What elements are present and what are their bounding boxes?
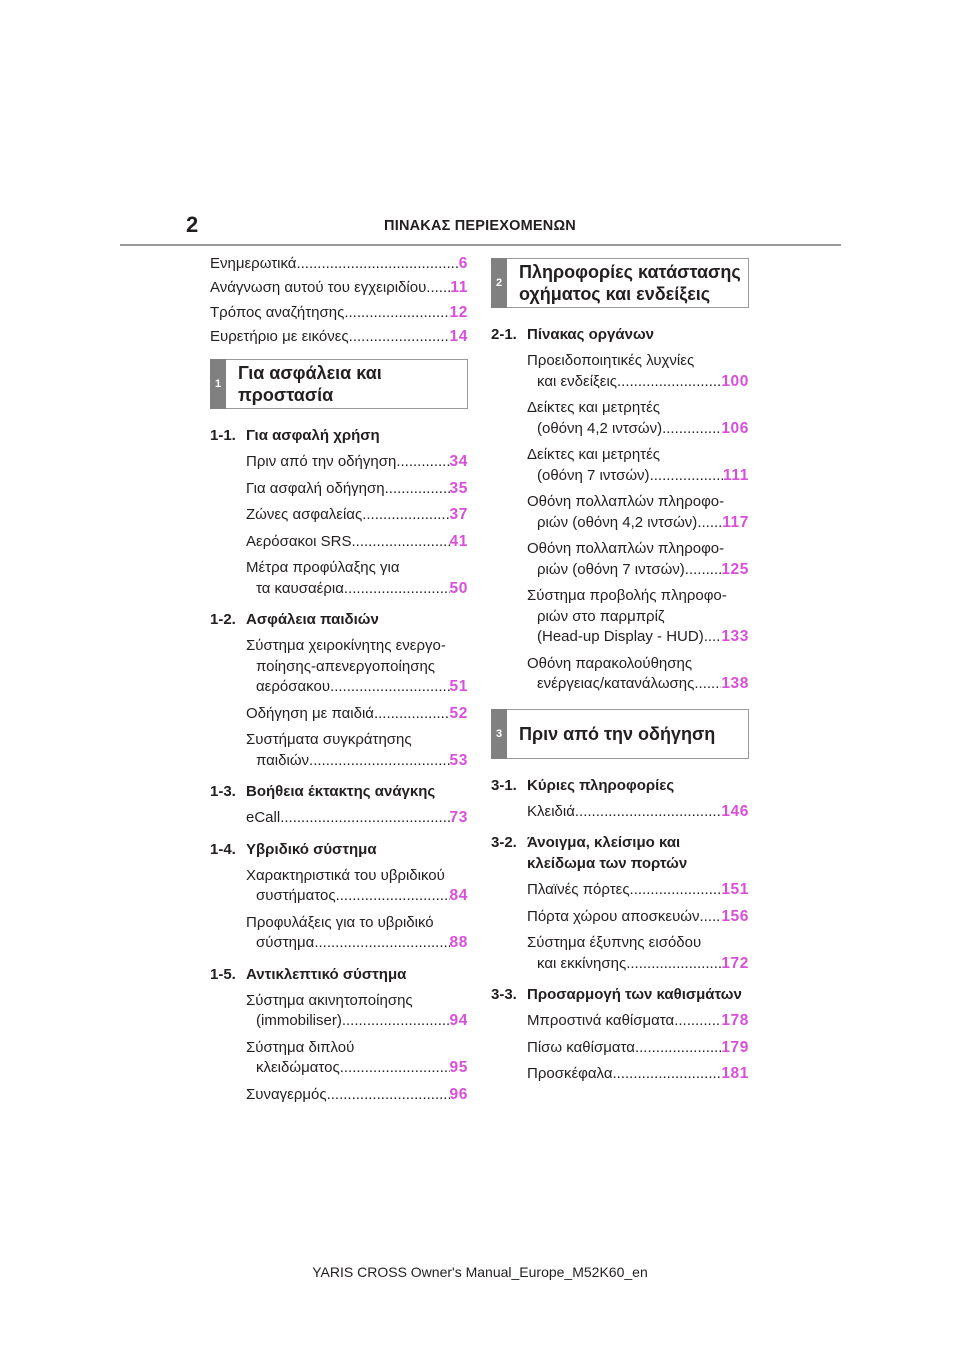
dot-leader xyxy=(697,513,722,534)
page-link[interactable]: 95 xyxy=(449,1059,468,1077)
dot-leader xyxy=(650,466,723,487)
section-title: Υβριδικό σύστημα xyxy=(246,840,377,858)
chapter-title xyxy=(519,710,742,758)
section-title: Βοήθεια έκτακτης ανάγκης xyxy=(246,783,436,801)
page-title: ΠΙΝΑΚΑΣ ΠΕΡΙΕΧΟΜΕΝΩΝ xyxy=(384,218,576,234)
toc-entry[interactable] xyxy=(210,327,468,348)
toc-entry[interactable] xyxy=(210,704,468,725)
section-title: Για ασφαλή χρήση xyxy=(246,427,380,445)
toc-entry[interactable] xyxy=(210,1085,468,1106)
right-column xyxy=(491,258,749,1091)
chapter-title xyxy=(519,259,742,307)
toc-label: Συστήματα συγκράτησης xyxy=(246,731,412,749)
toc-label: (οθόνη 4,2 ιντσών) xyxy=(537,419,663,437)
toc-entry[interactable] xyxy=(491,445,749,486)
section-number: 1-2. xyxy=(210,611,236,629)
chapter-title xyxy=(238,360,461,408)
section-number: 1-4. xyxy=(210,840,236,858)
toc-entry[interactable] xyxy=(210,866,468,907)
section-heading[interactable] xyxy=(210,839,468,860)
toc-label: παιδιών xyxy=(256,751,310,769)
page-link[interactable]: 11 xyxy=(450,279,468,297)
toc-label: Σύστημα έξυπνης εισόδου xyxy=(527,934,702,951)
toc-label: τα καυσαέρια xyxy=(256,579,344,597)
toc-label: Πριν από την οδήγηση xyxy=(246,453,397,471)
toc-label: συστήματος xyxy=(256,887,336,905)
page-link[interactable]: 35 xyxy=(449,479,468,497)
section-title xyxy=(527,832,687,874)
toc-label: και εκκίνησης xyxy=(537,954,627,972)
section-number: 3-2. xyxy=(491,834,517,851)
toc-label: Σύστημα χειροκίνητης ενεργο- xyxy=(246,637,446,655)
page-link[interactable]: 111 xyxy=(723,466,749,484)
toc-label: Τρόπος αναζήτησης xyxy=(210,303,345,321)
dot-leader xyxy=(613,1064,722,1085)
header-divider xyxy=(120,244,841,246)
page-link[interactable]: 117 xyxy=(722,513,749,531)
section-number: 1-3. xyxy=(210,783,236,801)
chapter-title-line: προστασία xyxy=(238,385,334,406)
chapter-tab: 1 xyxy=(210,359,226,409)
chapter-title-line: οχήματος και ενδείξεις xyxy=(519,284,711,304)
page-link[interactable]: 37 xyxy=(449,506,468,524)
toc-entry[interactable] xyxy=(210,532,468,553)
toc-entry[interactable] xyxy=(491,1038,749,1059)
toc-entry[interactable] xyxy=(210,303,468,324)
page-link[interactable]: 138 xyxy=(721,675,749,692)
toc-label: Μέτρα προφύλαξης για xyxy=(246,559,400,577)
toc-label: ενέργειας/κατανάλωσης xyxy=(537,675,695,692)
chapter-box-1[interactable] xyxy=(210,359,468,409)
toc-label: σύστημα xyxy=(256,934,315,952)
page-number: 2 xyxy=(186,212,199,237)
chapter-tab: 3 xyxy=(491,709,507,759)
dot-leader xyxy=(309,751,450,772)
toc-entry[interactable] xyxy=(210,636,468,698)
toc-entry[interactable] xyxy=(491,539,749,580)
toc-entry[interactable] xyxy=(210,254,468,275)
toc-label: Οθόνη παρακολούθησης xyxy=(527,654,693,672)
page-link[interactable]: 12 xyxy=(449,303,468,321)
dot-leader xyxy=(349,327,450,348)
toc-label: Ανάγνωση αυτού του εγχειριδίου xyxy=(210,279,427,297)
section-title: Πίνακας οργάνων xyxy=(527,326,654,343)
toc-entry[interactable] xyxy=(491,1011,749,1032)
dot-leader xyxy=(426,278,450,299)
toc-entry[interactable] xyxy=(491,933,749,974)
dot-leader xyxy=(674,1011,721,1032)
dot-leader xyxy=(662,419,721,440)
page-link[interactable]: 178 xyxy=(721,1012,749,1029)
page-link[interactable]: 50 xyxy=(449,579,468,597)
dot-leader xyxy=(617,372,721,393)
page-link[interactable]: 125 xyxy=(721,560,749,578)
toc-entry[interactable] xyxy=(491,398,749,439)
page-link[interactable]: 133 xyxy=(721,628,749,645)
toc-entry[interactable] xyxy=(491,880,749,901)
chapter-box-3[interactable] xyxy=(491,709,749,759)
section-number: 1-1. xyxy=(210,427,236,445)
chapter-box-2[interactable] xyxy=(491,258,749,308)
page-link[interactable]: 146 xyxy=(721,802,749,820)
page-link[interactable]: 53 xyxy=(449,751,468,769)
dot-leader xyxy=(314,933,449,954)
toc-label: ριών στο παρμπρίζ xyxy=(537,607,665,625)
toc-label: Οθόνη πολλαπλών πληροφο- xyxy=(527,540,725,557)
toc-label: Πίσω καθίσματα xyxy=(527,1038,635,1056)
page-link[interactable]: 6 xyxy=(458,255,468,272)
toc-label: Οθόνη πολλαπλών πληροφο- xyxy=(527,493,725,510)
page-link[interactable]: 179 xyxy=(721,1038,749,1056)
toc-label: Χαρακτηριστικά του υβριδικού xyxy=(246,866,445,884)
toc-label: Ζώνες ασφαλείας xyxy=(246,506,363,524)
dot-leader xyxy=(280,808,449,829)
dot-leader xyxy=(296,254,458,275)
toc-entry[interactable] xyxy=(210,452,468,473)
section-number: 1-5. xyxy=(210,965,236,983)
toc-label: Προσκέφαλα xyxy=(527,1065,613,1082)
toc-entry[interactable] xyxy=(491,351,749,392)
dot-leader xyxy=(362,505,449,526)
chapter-title-line: Πληροφορίες κατάστασης xyxy=(519,262,741,282)
section-heading[interactable] xyxy=(491,775,749,796)
dot-leader xyxy=(700,907,722,928)
toc-entry[interactable] xyxy=(210,558,468,599)
section-title-line: Άνοιγμα, κλείσιμο και xyxy=(527,834,681,851)
page-link[interactable]: 14 xyxy=(449,327,468,345)
toc-label: Πόρτα χώρου αποσκευών xyxy=(527,907,700,925)
toc-entry[interactable] xyxy=(210,278,468,299)
toc-label: (immobiliser) xyxy=(256,1012,342,1030)
section-number: 3-1. xyxy=(491,776,517,794)
toc-label: Πλαϊνές πόρτες xyxy=(527,881,630,898)
dot-leader xyxy=(344,303,449,324)
dot-leader xyxy=(327,1085,450,1106)
section-heading[interactable] xyxy=(210,964,468,985)
page-link[interactable]: 106 xyxy=(721,419,749,437)
page-link[interactable]: 88 xyxy=(449,934,468,952)
left-column xyxy=(210,254,468,1111)
toc-entry[interactable] xyxy=(210,479,468,500)
section-title: Αντικλεπτικό σύστημα xyxy=(246,965,407,983)
dot-leader xyxy=(336,886,450,907)
dot-leader xyxy=(685,560,722,581)
dot-leader xyxy=(396,452,449,473)
dot-leader xyxy=(330,677,450,698)
page-link[interactable]: 34 xyxy=(449,453,468,471)
dot-leader xyxy=(344,579,450,600)
toc-entry[interactable] xyxy=(491,492,749,533)
dot-leader xyxy=(340,1058,450,1079)
toc-label: (Head-up Display - HUD) xyxy=(537,628,704,645)
chapter-title-line: Πριν από την οδήγηση xyxy=(519,723,716,744)
toc-entry[interactable] xyxy=(491,1064,749,1085)
toc-label: ριών (οθόνη 4,2 ιντσών) xyxy=(537,513,698,531)
toc-label: ριών (οθόνη 7 ιντσών) xyxy=(537,560,685,578)
toc-label: Κλειδιά xyxy=(527,802,575,820)
section-title: Ασφάλεια παιδιών xyxy=(246,611,379,629)
toc-label: Προειδοποιητικές λυχνίες xyxy=(527,352,695,369)
toc-label: κλειδώματος xyxy=(256,1059,340,1077)
toc-entry[interactable] xyxy=(491,802,749,823)
dot-leader xyxy=(352,532,450,553)
toc-entry[interactable] xyxy=(491,907,749,928)
page-link[interactable]: 181 xyxy=(721,1065,749,1082)
section-title: Προσαρμογή των καθισμάτων xyxy=(527,986,742,1003)
page-link[interactable]: 151 xyxy=(721,881,749,898)
page-link[interactable]: 96 xyxy=(449,1085,468,1103)
toc-label: (οθόνη 7 ιντσών) xyxy=(537,466,650,484)
section-heading[interactable] xyxy=(210,781,468,802)
toc-entry[interactable] xyxy=(210,730,468,771)
footer-text: YARIS CROSS Owner's Manual_Europe_M52K60_en xyxy=(312,1264,648,1280)
toc-entry[interactable] xyxy=(210,808,468,829)
dot-leader xyxy=(385,479,450,500)
dot-leader xyxy=(694,674,721,695)
page-link[interactable]: 41 xyxy=(449,532,468,550)
section-heading[interactable] xyxy=(491,324,749,345)
page-link[interactable]: 172 xyxy=(721,954,749,972)
toc-entry[interactable] xyxy=(210,505,468,526)
page-link[interactable]: 73 xyxy=(449,809,468,827)
toc-label: Προφυλάξεις για το υβριδικό xyxy=(246,913,434,931)
toc-label: και ενδείξεις xyxy=(537,372,618,390)
toc-label: Οδήγηση με παιδιά xyxy=(246,704,374,722)
page-link[interactable]: 52 xyxy=(449,704,468,722)
dot-leader xyxy=(635,1038,721,1059)
toc-label: Δείκτες και μετρητές xyxy=(527,399,661,416)
section-number: 2-1. xyxy=(491,326,517,343)
page-link[interactable]: 156 xyxy=(721,907,749,925)
dot-leader xyxy=(342,1011,450,1032)
toc-label: Ενημερωτικά xyxy=(210,255,297,272)
toc-label: Για ασφαλή οδήγηση xyxy=(246,479,385,497)
toc-entry[interactable] xyxy=(210,991,468,1032)
toc-label: Σύστημα προβολής πληροφο- xyxy=(527,587,727,604)
toc-label: Σύστημα ακινητοποίησης xyxy=(246,991,413,1009)
page-link[interactable]: 51 xyxy=(449,678,468,696)
chapter-tab: 2 xyxy=(491,258,507,308)
page-link[interactable]: 84 xyxy=(449,887,468,905)
toc-label: Μπροστινά καθίσματα xyxy=(527,1012,675,1029)
toc-entry[interactable] xyxy=(491,654,749,695)
toc-label: Συναγερμός xyxy=(246,1085,327,1103)
toc-entry[interactable] xyxy=(491,586,749,648)
dot-leader xyxy=(575,802,721,823)
toc-label: eCall xyxy=(246,809,281,827)
toc-label: ποίησης-απενεργοποίησης xyxy=(256,657,436,675)
toc-entry[interactable] xyxy=(210,913,468,954)
toc-label: Αερόσακοι SRS xyxy=(246,532,352,550)
dot-leader xyxy=(704,627,722,648)
section-title-line: κλείδωμα των πορτών xyxy=(527,855,688,872)
toc-label: Σύστημα διπλού xyxy=(246,1038,355,1056)
dot-leader xyxy=(630,880,722,901)
dot-leader xyxy=(626,954,721,975)
toc-label: Ευρετήριο με εικόνες xyxy=(210,327,349,345)
section-title: Κύριες πληροφορίες xyxy=(527,776,675,794)
toc-label: Δείκτες και μετρητές xyxy=(527,446,661,463)
section-heading[interactable] xyxy=(210,609,468,630)
section-heading[interactable] xyxy=(491,984,749,1005)
toc-entry[interactable] xyxy=(210,1038,468,1079)
dot-leader xyxy=(374,704,450,725)
toc-label: αερόσακου xyxy=(256,678,331,696)
section-heading[interactable] xyxy=(491,832,749,874)
section-heading[interactable] xyxy=(210,425,468,446)
page-link[interactable]: 94 xyxy=(449,1012,468,1030)
chapter-title-line: Για ασφάλεια και xyxy=(238,363,382,384)
section-number: 3-3. xyxy=(491,986,517,1003)
page-link[interactable]: 100 xyxy=(721,372,749,390)
